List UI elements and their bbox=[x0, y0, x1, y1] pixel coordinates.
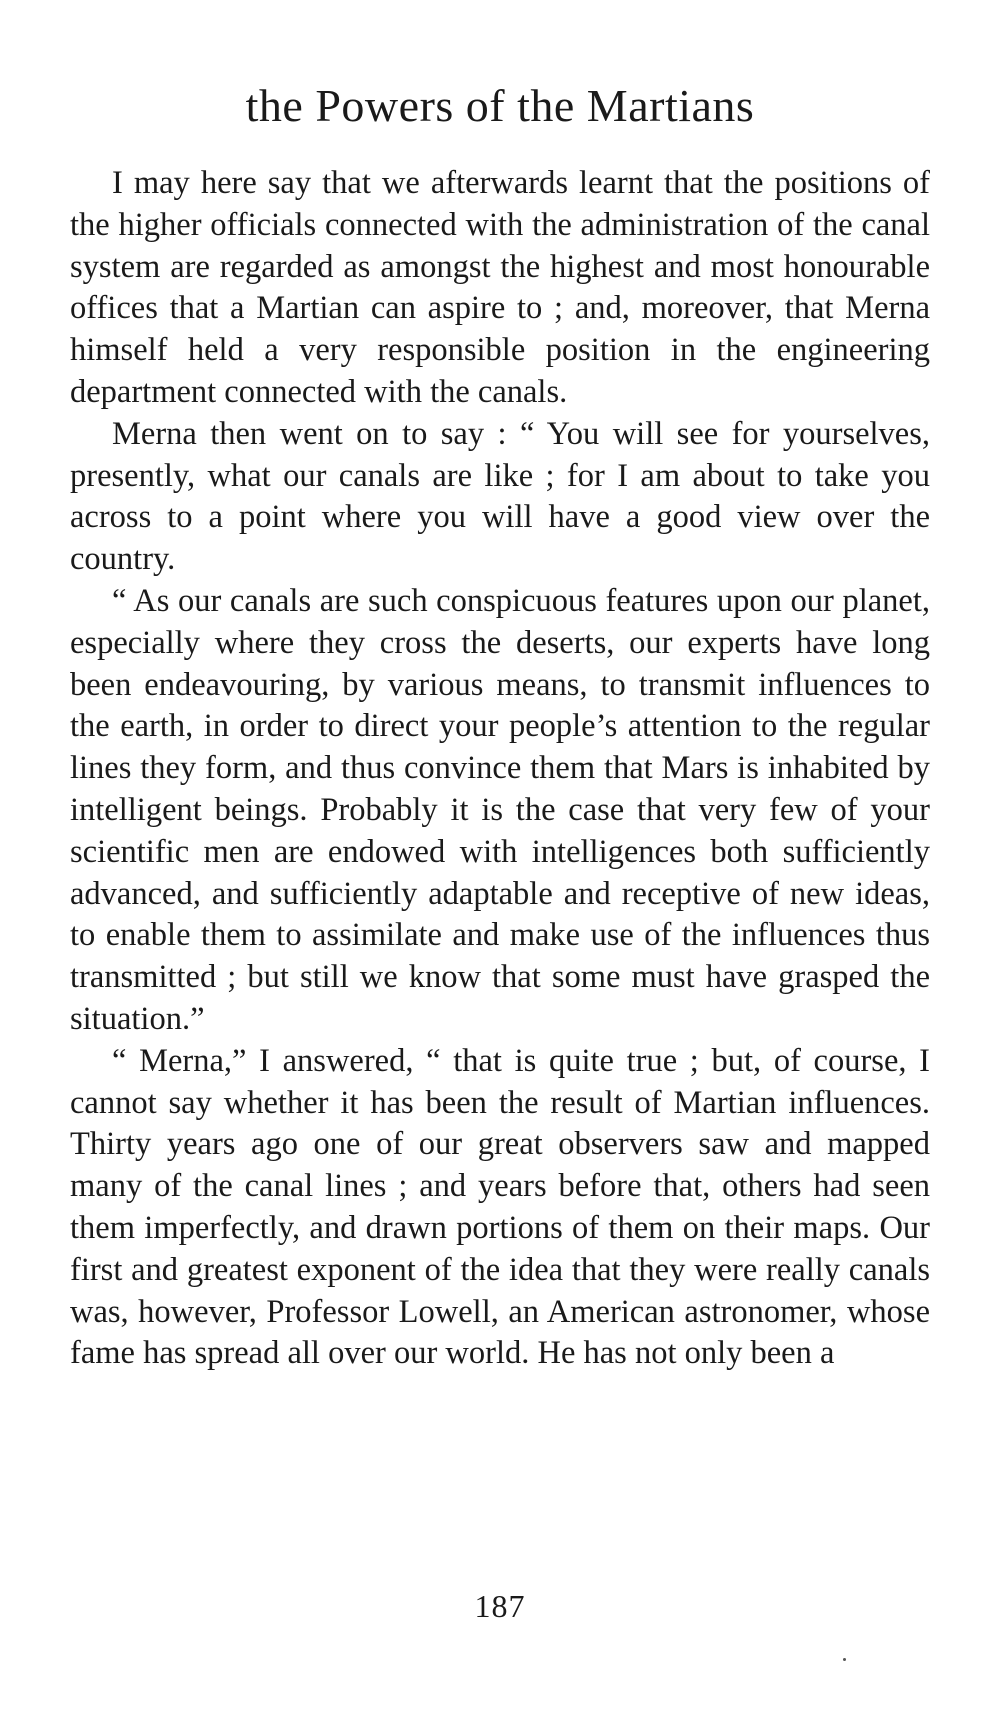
running-title: the Powers of the Martians bbox=[245, 80, 755, 131]
paragraph: I may here say that we afterwards learnt that the positions of the higher officials connected with the administration of the canal system are regarded as amongst the highest and most honourable offices that a Martian can aspire to ; and, moreover, that Merna himself held a very responsible position in the engineering department connected with the canals. bbox=[70, 165, 930, 410]
page-number: 187 bbox=[474, 1588, 526, 1624]
body-text bbox=[70, 163, 930, 1375]
paragraph: “ Merna,” I answered, “ that is quite true ; but, of course, I cannot say whether it has been the result of Martian influences. Thirty years ago one of our great observers saw and mapped many of the canal lines ; and years before that, others had seen them imperfectly, and drawn portions of them on their maps. Our first and greatest exponent of the idea that they were really canals was, however, Professor Lowell, an American astronomer, whose fame has spread all over our world. He has not only been a bbox=[70, 1042, 930, 1372]
paragraph: “ As our canals are such conspicuous features upon our planet, especially where they cross the deserts, our experts have long been endeavouring, by various means, to transmit influences to the earth, in order to direct your people’s attention to the regular lines they form, and thus convince them that Mars is inhabited by intelligent beings. Probably it is the case that very few of your scientific men are endowed with intelligences both sufficiently advanced, and sufficiently adaptable and receptive of new ideas, to enable them to assimilate and make use of the influences thus transmitted ; but still we know that some must have grasped the situation.” bbox=[70, 582, 930, 1037]
paragraph: Merna then went on to say : “ You will see for yourselves, presently, what our canals are like ; for I am about to take you across to a point where you will have a good view over the country. bbox=[70, 415, 930, 578]
ink-speck bbox=[843, 1658, 846, 1661]
